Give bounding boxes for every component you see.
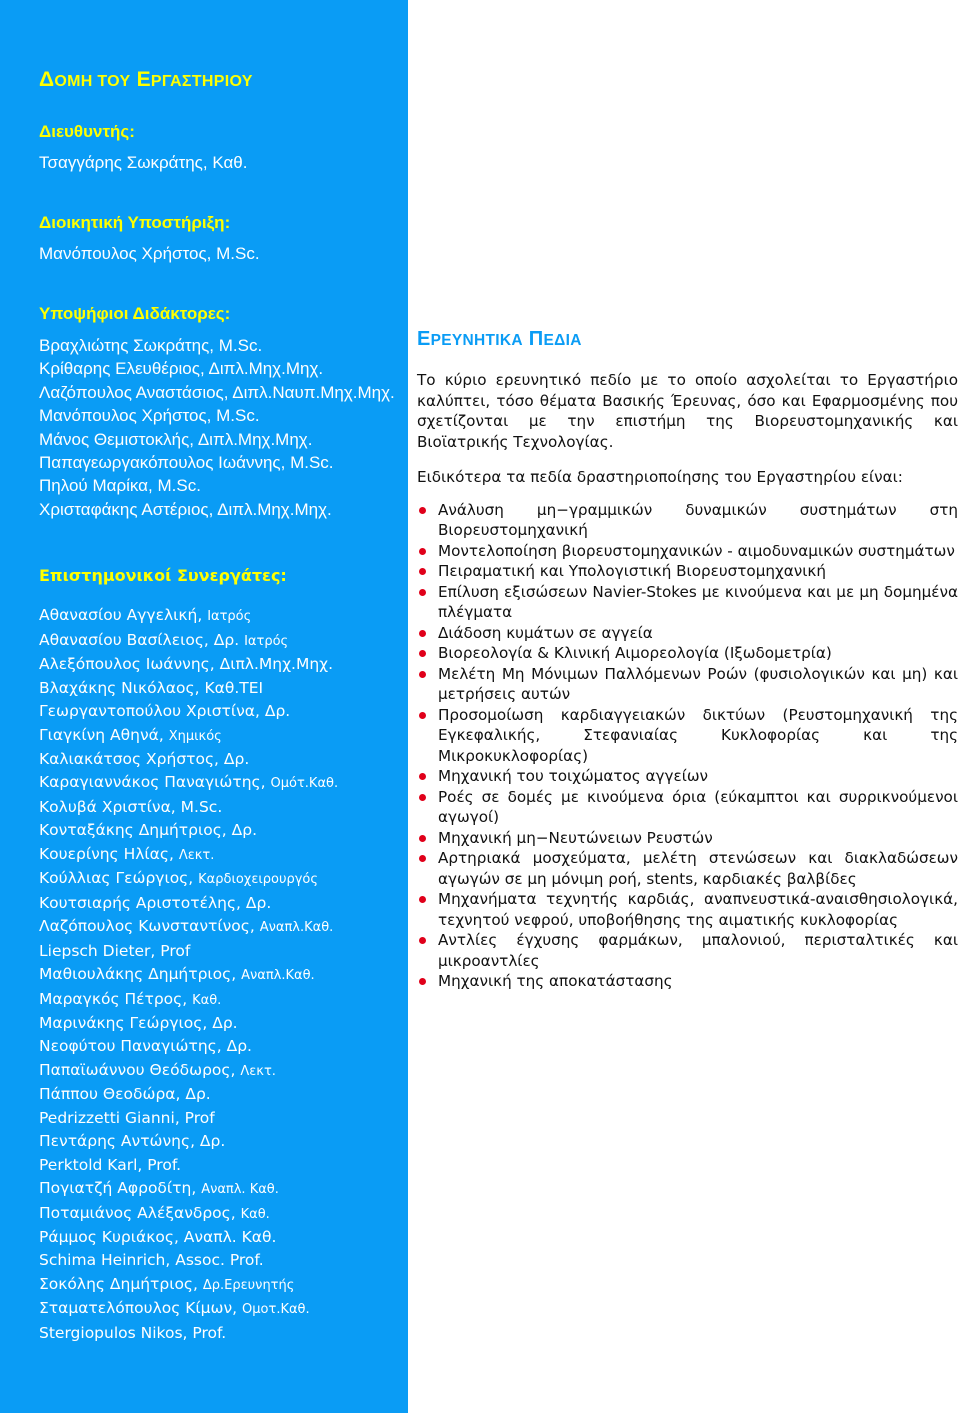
research-fields-list <box>417 500 958 992</box>
person-entry <box>39 604 401 628</box>
person-name: Perktold Karl, Prof. <box>39 1155 182 1174</box>
person-entry <box>39 963 401 987</box>
director-section <box>39 122 401 174</box>
person-title: Λεκτ. <box>240 1063 276 1079</box>
person-name: Μαρινάκης Γεώργιος, Δρ. <box>39 1013 238 1032</box>
person-entry <box>39 1297 401 1321</box>
person-name: Λαζόπουλος Αναστάσιος, <box>39 382 229 402</box>
research-field-item <box>417 889 958 930</box>
person-entry <box>39 381 401 404</box>
person-name: Παπαγεωργακόπουλος Ιωάννης, <box>39 453 286 473</box>
person-entry <box>39 796 401 819</box>
research-field-text: Μελέτη Μη Μόνιμων Παλλόμενων Ροών (φυσιολογικών και μη) και μετρήσεις αυτών <box>438 664 958 703</box>
research-field-text: Διάδοση κυμάτων σε αγγεία <box>438 623 653 642</box>
research-field-item <box>417 561 958 582</box>
person-entry <box>39 1273 401 1297</box>
person-name: Μαραγκός Πέτρος, <box>39 989 188 1008</box>
person-title: Αναπλ. Καθ. <box>201 1182 279 1198</box>
person-entry <box>39 1035 401 1058</box>
research-field-item <box>417 623 958 644</box>
person-entry <box>39 771 401 795</box>
research-field-item <box>417 705 958 767</box>
person-name: Πεντάρης Αντώνης, Δρ. <box>39 1132 226 1151</box>
admin-section <box>39 213 401 265</box>
person-name: Αλεξόπουλος Ιωάννης, Διπλ.Μηχ.Μηχ. <box>39 655 334 674</box>
research-field-text: Προσομοίωση καρδιαγγειακών δικτύων (Ρευστομηχανική της Εγκεφαλικής, Στεφανιαίας Κυκλοφορίας και της Μικροκυκλοφορίας) <box>438 705 958 765</box>
person-name: Αθανασίου Βασίλειος, Δρ. <box>39 630 240 649</box>
person-name: Γιαγκίνη Αθηνά, <box>39 725 164 744</box>
person-entry <box>39 474 401 497</box>
candidates-section <box>39 304 401 521</box>
person-entry <box>39 243 401 265</box>
person-name: Κουερίνης Ηλίας, <box>39 844 174 863</box>
bullet-icon <box>419 773 426 780</box>
person-title: Ιατρός <box>244 633 289 649</box>
research-field-text: Αντλίες έγχυσης φαρμάκων, μπαλονιού, περισταλτικές και μικροαντλίες <box>438 931 958 970</box>
person-title: Δρ.Ερευνητής <box>202 1277 295 1293</box>
person-entry <box>39 1249 401 1272</box>
person-title: Αναπλ.Καθ. <box>241 968 315 984</box>
person-name: Τσαγγάρης Σωκράτης, <box>39 153 208 172</box>
research-field-item <box>417 582 958 623</box>
research-field-text: Ανάλυση μη−γραμμικών δυναμικών συστημάτων στη Βιορευστομηχανική <box>438 500 958 539</box>
person-entry <box>39 404 401 427</box>
person-title: Διπλ.Ναυπ.Μηχ.Μηχ. <box>232 382 395 402</box>
person-name: Πάππου Θεοδώρα, Δρ. <box>39 1085 211 1104</box>
research-field-text: Μηχανική του τοιχώματος αγγείων <box>438 767 709 785</box>
bullet-icon <box>419 855 426 862</box>
bullet-icon <box>419 937 426 944</box>
research-field-text: Μηχανήματα τεχνητής καρδιάς, αναπνευστικά-αναισθησιολογικά, τεχνητού νεφρού, υποβοήθησης της αιματικής κυκλοφορίας <box>438 890 958 929</box>
person-entry <box>39 940 401 963</box>
person-name: Αθανασίου Αγγελική, <box>39 606 203 625</box>
fields-intro-paragraph: Ειδικότερα τα πεδία δραστηριοποίησης του Εργαστηρίου είναι: <box>417 468 903 486</box>
person-name: Κουτσιαρής Αριστοτέλης, Δρ. <box>39 893 272 912</box>
person-entry <box>39 700 401 723</box>
research-field-item <box>417 971 958 992</box>
person-entry <box>39 1226 401 1249</box>
person-name: Κρίθαρης Ελευθέριος, <box>39 359 205 379</box>
person-entry <box>39 724 401 748</box>
bullet-icon <box>419 835 426 842</box>
person-entry <box>39 677 401 700</box>
bullet-icon <box>419 589 426 596</box>
lab-structure-content <box>39 68 401 1345</box>
person-entry <box>39 988 401 1012</box>
title-word: ΡΕΥΝΗΤΙΚΑ <box>430 332 523 349</box>
research-field-item <box>417 766 958 787</box>
person-entry <box>39 1059 401 1083</box>
research-field-text: Πειραματική και Υπολογιστική Βιορευστομηχανική <box>438 562 826 580</box>
person-name: Καλιακάτσος Χρήστος, Δρ. <box>39 749 250 768</box>
research-field-text: Αρτηριακά μοσχεύματα, μελέτη στενώσεων και διακλαδώσεων αγωγών σε μη μόνιμη ροή, stents, καρδιακές βαλβίδες <box>438 849 958 888</box>
person-title: M.Sc. <box>216 244 260 263</box>
person-name: Ράμμος Κυριάκος, Αναπλ. Καθ. <box>39 1228 277 1247</box>
person-entry <box>39 451 401 474</box>
person-name: Μανόπουλος Χρήστος, <box>39 406 212 426</box>
research-field-item <box>417 664 958 705</box>
person-title: Διπλ.Μηχ.Μηχ. <box>197 429 313 449</box>
person-entry <box>39 915 401 939</box>
person-name: Νεοφύτου Παναγιώτης, Δρ. <box>39 1037 252 1056</box>
person-entry <box>39 1012 401 1035</box>
person-entry <box>39 629 401 653</box>
person-name: Κολυβά Χριστίνα, M.Sc. <box>39 797 223 816</box>
person-entry <box>39 653 401 676</box>
research-field-text: Μηχανική μη−Νευτώνειων Ρευστών <box>438 828 713 847</box>
person-name: Liepsch Dieter, Prof <box>39 941 191 960</box>
person-name: Πηλού Μαρίκα, <box>39 476 153 496</box>
person-title: M.Sc. <box>216 406 260 426</box>
person-entry <box>39 1130 401 1153</box>
title-initial: Ε <box>136 68 151 91</box>
person-title: Ομοτ.Καθ. <box>242 1302 310 1318</box>
person-title: Ιατρός <box>207 609 252 625</box>
person-name: Γεωργαντοπούλου Χριστίνα, Δρ. <box>39 702 291 721</box>
person-name: Stergiopulos Nikos, Prof. <box>39 1323 227 1342</box>
person-name: Μάνος Θεμιστοκλής, <box>39 429 195 449</box>
bullet-icon <box>419 568 426 575</box>
person-name: Πογιατζή Αφροδίτη, <box>39 1179 197 1198</box>
person-name: Χρισταφάκης Αστέριος, <box>39 499 214 519</box>
research-field-item <box>417 541 958 562</box>
collaborators-list <box>39 604 401 1345</box>
research-field-text: Βιορεολογία & Κλινική Αιμορεολογία (Ιξωδομετρία) <box>438 644 832 662</box>
person-name: Σταματελόπουλος Κίμων, <box>39 1299 238 1318</box>
title-initial: Ε <box>417 328 431 350</box>
person-title: Λεκτ. <box>178 847 215 863</box>
research-field-item <box>417 500 958 541</box>
person-name: Ποταμιάνος Αλέξανδρος, <box>39 1203 236 1222</box>
person-title: M.Sc. <box>290 453 334 473</box>
bullet-icon <box>419 630 426 637</box>
person-name: Μανόπουλος Χρήστος, <box>39 244 212 263</box>
person-name: Schima Heinrich, Assoc. Prof. <box>39 1251 264 1270</box>
person-name: Βραχλιώτης Σωκράτης, <box>39 336 215 355</box>
person-entry <box>39 819 401 842</box>
person-entry <box>39 892 401 915</box>
lab-structure-title <box>39 68 401 92</box>
research-field-text: Επίλυση εξισώσεων Navier-Stokes με κινούμενα και με μη δομημένα πλέγματα <box>438 582 958 621</box>
bullet-icon <box>419 650 426 657</box>
person-title: Ομότ.Καθ. <box>270 776 339 792</box>
candidates-list <box>39 334 401 521</box>
person-entry <box>39 843 401 867</box>
research-field-item <box>417 848 958 889</box>
director-list <box>39 152 401 174</box>
person-title: Διπλ.Μηχ.Μηχ. <box>217 499 332 519</box>
research-field-text: Μηχανική της αποκατάστασης <box>438 972 673 990</box>
title-word: ΟΜΗ ΤΟΥ <box>54 73 131 90</box>
person-name: Μαθιουλάκης Δημήτριος, <box>39 965 237 984</box>
bullet-icon <box>419 671 426 678</box>
person-name: Σοκόλης Δημήτριος, <box>39 1274 198 1293</box>
bullet-icon <box>419 548 426 555</box>
research-field-item <box>417 930 958 971</box>
collaborators-heading: Επιστημονικοί Συνεργάτες: <box>39 566 287 586</box>
bullet-icon <box>419 794 426 801</box>
person-name: Λαζόπουλος Κωνσταντίνος, <box>39 917 255 936</box>
person-entry <box>39 867 401 891</box>
person-title: Αναπλ.Καθ. <box>259 920 334 936</box>
person-name: Κονταξάκης Δημήτριος, Δρ. <box>39 821 258 840</box>
person-entry <box>39 498 401 521</box>
title-initial: Δ <box>39 68 55 91</box>
person-entry <box>39 748 401 771</box>
admin-list <box>39 243 401 265</box>
lab-structure-panel <box>0 0 408 1413</box>
title-word: ΕΔΙΑ <box>543 332 582 349</box>
person-name: Pedrizzetti Gianni, Prof <box>39 1108 215 1127</box>
bullet-icon <box>419 896 426 903</box>
bullet-icon <box>419 507 426 514</box>
research-field-text: Μοντελοποίηση βιορευστομηχανικών - αιμοδυναμικών συστημάτων <box>438 541 955 560</box>
title-word: ΡΓΑΣΤΗΡΙΟΥ <box>150 73 253 90</box>
person-entry <box>39 1083 401 1106</box>
research-field-item <box>417 643 958 664</box>
person-entry <box>39 1107 401 1130</box>
candidates-heading: Υποψήφιοι Διδάκτορες: <box>39 304 231 323</box>
person-title: Καθ. <box>192 992 222 1008</box>
person-entry <box>39 1202 401 1226</box>
person-entry <box>39 1154 401 1177</box>
person-entry <box>39 152 401 174</box>
person-entry <box>39 428 401 451</box>
person-name: Κούλλιας Γεώργιος, <box>39 869 194 888</box>
title-initial: Π <box>528 328 544 350</box>
bullet-icon <box>419 978 426 985</box>
person-title: M.Sc. <box>218 336 263 355</box>
person-title: Διπλ.Μηχ.Μηχ. <box>208 359 324 379</box>
person-entry <box>39 334 401 357</box>
person-name: Βλαχάκης Νικόλαος, Καθ.ΤΕΙ <box>39 678 264 697</box>
research-intro-paragraph: Το κύριο ερευνητικό πεδίο με το οποίο ασχολείται το Εργαστήριο καλύπτει, τόσο θέματα Βασικής Έρευνας, όσο και Εφαρμοσμένης που σχετίζονται με την επιστήμη της Βιορευστομηχανικής και Βιοϊατρικής Τεχνολογίας. <box>417 371 958 451</box>
admin-heading: Διοικητική Υποστήριξη: <box>39 213 231 232</box>
person-name: Καραγιαννάκος Παναγιώτης, <box>39 773 266 792</box>
person-title: Καθ. <box>240 1206 270 1222</box>
research-fields-title <box>417 328 958 351</box>
person-title: M.Sc. <box>157 476 201 496</box>
bullet-icon <box>419 712 426 719</box>
person-entry <box>39 1322 401 1345</box>
person-title: Καθ. <box>212 153 248 172</box>
research-field-item <box>417 787 958 828</box>
person-entry <box>39 1177 401 1201</box>
research-field-item <box>417 828 958 849</box>
person-title: Χημικός <box>168 728 222 744</box>
person-entry <box>39 357 401 380</box>
director-heading: Διευθυντής: <box>39 122 135 141</box>
person-name: Παπαϊωάννου Θεόδωρος, <box>39 1060 236 1079</box>
research-field-text: Ροές σε δομές με κινούμενα όρια (εύκαμπτοι και συρρικνούμενοι αγωγοί) <box>438 787 958 826</box>
research-fields-panel <box>417 328 958 992</box>
person-title: Καρδιοχειρουργός <box>198 872 318 888</box>
